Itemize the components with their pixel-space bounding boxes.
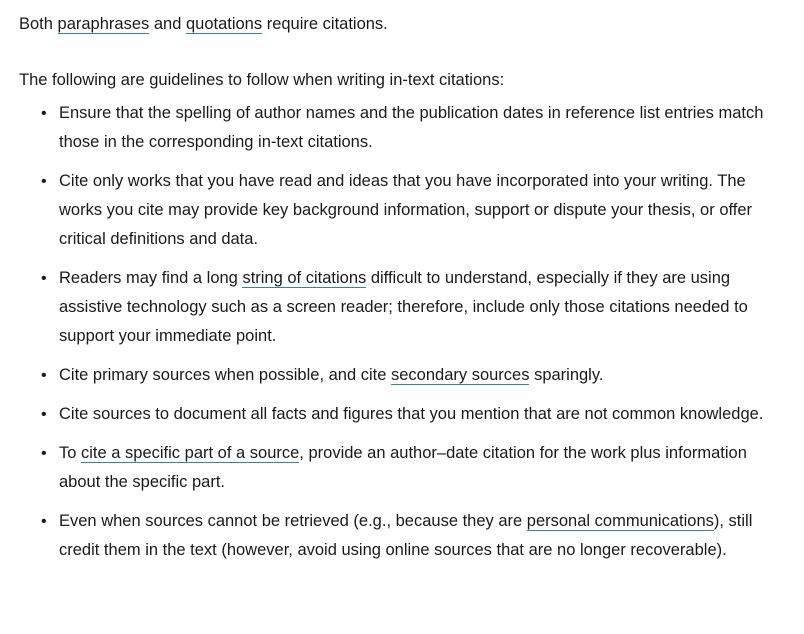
list-item-primary-sources xyxy=(19,361,804,390)
paraphrases-link[interactable]: paraphrases xyxy=(57,15,150,33)
guidelines-list xyxy=(19,99,804,565)
cite-specific-part-link[interactable]: cite a specific part of a source xyxy=(81,444,300,462)
bullet-icon: • xyxy=(41,445,47,462)
list-item-spelling xyxy=(19,99,804,157)
list-item-text: Ensure that the spelling of author names and the publication dates in reference list entries match those in the corresponding in-text citations. xyxy=(59,104,764,151)
list-item-text-end: sparingly. xyxy=(529,366,604,384)
list-item-text-start: To xyxy=(59,444,82,462)
intro-text-start: Both xyxy=(19,15,58,33)
intro-paragraph xyxy=(19,10,804,39)
bullet-icon: • xyxy=(41,367,47,384)
list-item-facts-figures xyxy=(19,400,804,429)
list-item-text: Cite sources to document all facts and figures that you mention that are not common knowledge. xyxy=(59,405,764,423)
list-item-text-end: , provide an author–date citation for the work plus information about the specific part. xyxy=(59,444,747,491)
list-item-text-end: difficult to understand, especially if they are using assistive technology such as a screen reader; therefore, include only those citations needed to support your immediate point. xyxy=(59,269,748,345)
bullet-icon: • xyxy=(41,270,47,287)
list-item-unretrievable-sources xyxy=(19,507,804,565)
list-item-text-end: ), still credit them in the text (however, avoid using online sources that are no longer recoverable). xyxy=(59,512,753,559)
intro-text-middle: and xyxy=(149,15,186,33)
bullet-icon: • xyxy=(41,173,47,190)
string-of-citations-link[interactable]: string of citations xyxy=(242,269,367,287)
list-item-text-start: Readers may find a long xyxy=(59,269,243,287)
bullet-icon: • xyxy=(41,513,47,530)
list-item-text-start: Cite primary sources when possible, and cite xyxy=(59,366,391,384)
list-item-cite-read-works xyxy=(19,167,804,254)
bullet-icon: • xyxy=(41,406,47,423)
quotations-link[interactable]: quotations xyxy=(185,15,263,33)
list-item-specific-part xyxy=(19,439,804,497)
secondary-sources-link[interactable]: secondary sources xyxy=(390,366,530,384)
guidelines-lead: The following are guidelines to follow when writing in-text citations: xyxy=(19,71,505,89)
list-item-text-start: Even when sources cannot be retrieved (e.g., because they are xyxy=(59,512,527,530)
list-item-string-of-citations xyxy=(19,264,804,351)
bullet-icon: • xyxy=(41,105,47,122)
list-item-text: Cite only works that you have read and ideas that you have incorporated into your writing. The works you cite may provide key background information, support or dispute your thesis, or offer critical definitions and data. xyxy=(59,172,753,248)
intro-text-end: require citations. xyxy=(262,15,388,33)
personal-communications-link[interactable]: personal communications xyxy=(526,512,714,530)
